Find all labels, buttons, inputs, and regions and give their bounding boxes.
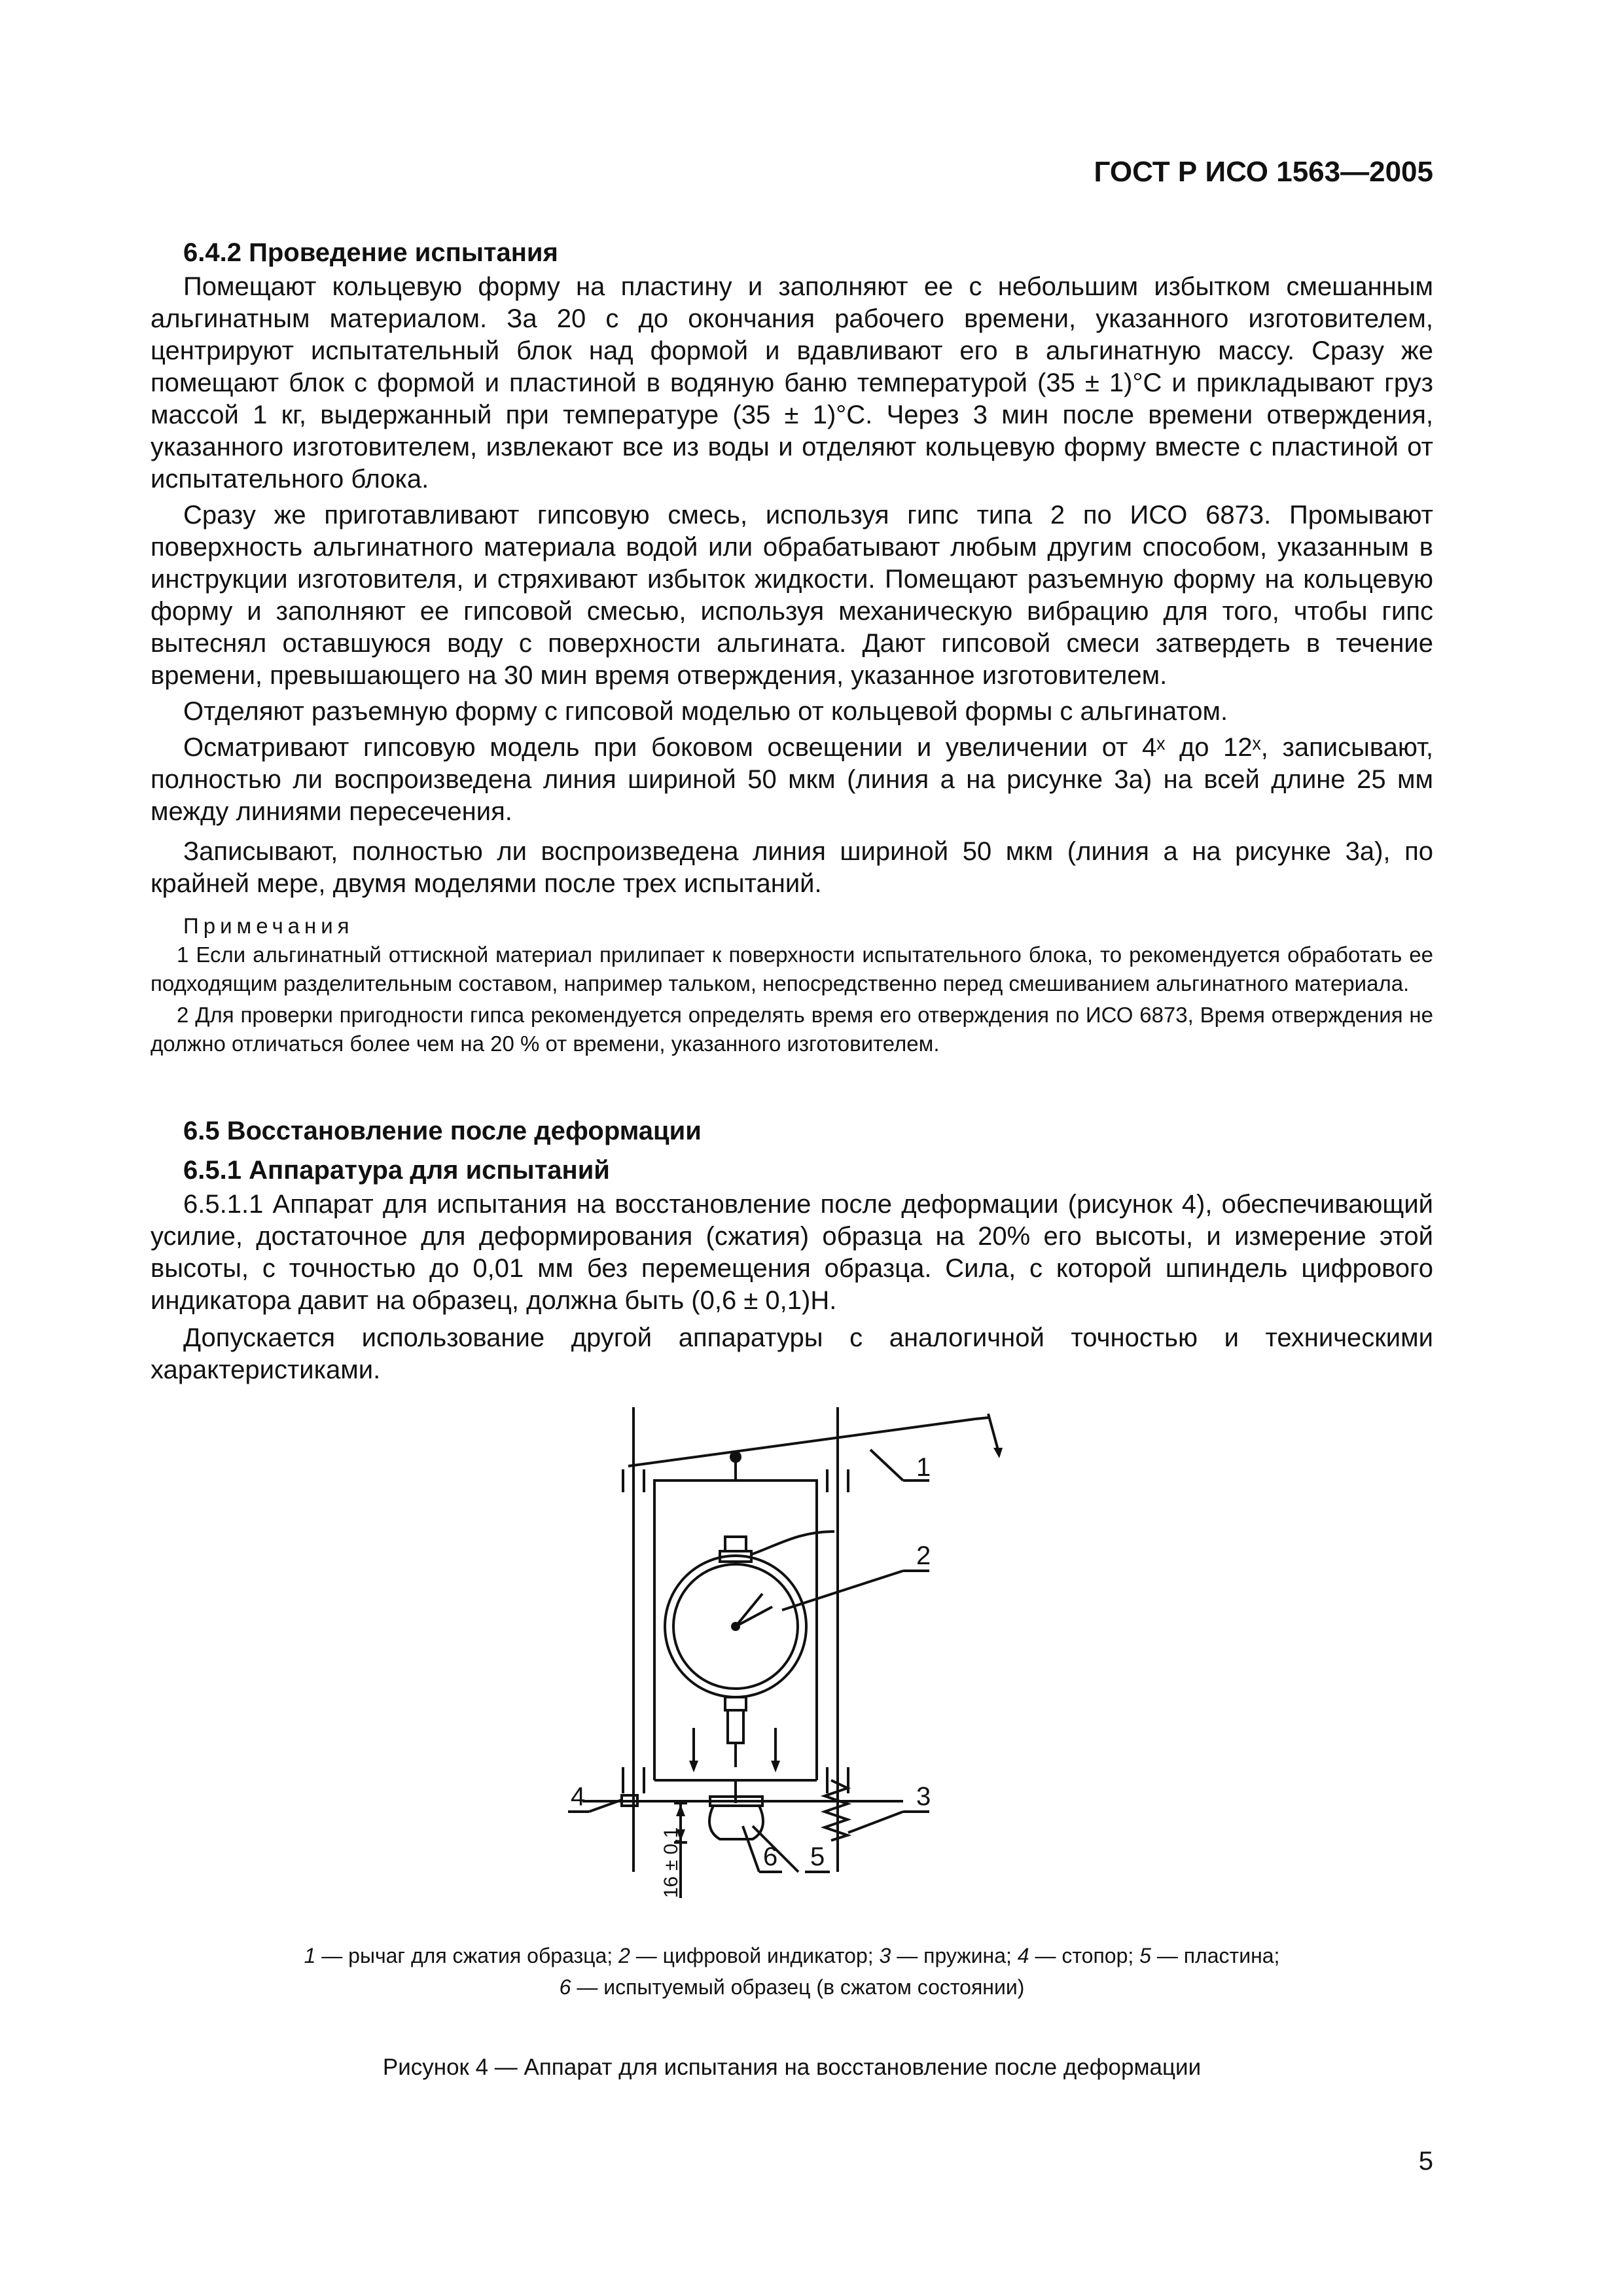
section-heading: 6.5 Восстановление после деформации <box>183 1117 702 1145</box>
callout-4: 4 <box>571 1782 586 1811</box>
paragraph: Отделяют разъемную форму с гипсовой моделью от кольцевой формы с альгинатом. <box>183 697 1228 726</box>
callout-1: 1 <box>916 1453 931 1482</box>
figure-callouts <box>571 1453 931 1871</box>
apparatus-marks <box>676 1448 1003 1841</box>
callout-3: 3 <box>916 1782 931 1811</box>
callout-5: 5 <box>810 1842 825 1871</box>
page-number: 5 <box>1418 2147 1433 2176</box>
document-header: ГОСТ Р ИСО 1563—2005 <box>1094 156 1433 188</box>
legend-line: 1 — рычаг для сжатия образца; 2 — цифровой индикатор; 3 — пружина; 4 — стопор; 5 — пластина; <box>304 1944 1280 1967</box>
callout-6: 6 <box>763 1842 778 1871</box>
paragraph: Сразу же приготавливают гипсовую смесь, используя гипс типа 2 по ИСО 6873. Промывают поверхность альгинатного материала водой или обрабатывают любым другим способом, указанным в инструкции изготовителя, и стряхивают избыток жидкости. Помещают разъемную форму на кольцевую форму и заполняют ее гипсовой смесью, используя механическую вибрацию для того, чтобы гипс вытеснял оставшуюся воду с поверхности альгината. Дают гипсовой смеси затвердеть в течение времени, превышающего на 30 мин время отверждения, указанное изготовителем. <box>151 501 1433 690</box>
subsection-heading: 6.5.1 Аппаратура для испытаний <box>183 1156 610 1185</box>
dimension-label: 16 ± 0,1 <box>660 1827 682 1898</box>
note-item: 1 Если альгинатный оттискной материал прилипает к поверхности испытательного блока, то рекомендуется обработать ее подходящим разделительным составом, например тальком, непосредственно перед смешиванием альгинатного материала. <box>151 942 1433 996</box>
figure-title: Рисунок 4 — Аппарат для испытания на восстановление после деформации <box>382 2054 1202 2080</box>
legend-line: 6 — испытуемый образец (в сжатом состоянии) <box>559 1975 1025 1999</box>
note-item: 2 Для проверки пригодности гипса рекомендуется определять время его отверждения по ИСО 6873, Время отверждения не должно отличаться более чем на 20 % от времени, указанного изготовителем. <box>151 1003 1433 1056</box>
figure-legend <box>151 1940 1433 2003</box>
paragraph: Записывают, полностью ли воспроизведена линия шириной 50 мкм (линия а на рисунке 3а), по крайней мере, двумя моделями после трех испытаний. <box>151 837 1433 898</box>
paragraph: 6.5.1.1 Аппарат для испытания на восстановление после деформации (рисунок 4), обеспечивающий усилие, достаточное для деформирования (сжатия) образца на 20% его высоты, и измерение этой высоты, с точностью до 0,01 мм без перемещения образца. Сила, с которой шпиндель цифрового индикатора давит на образец, должна быть (0,6 ± 0,1)Н. <box>151 1190 1433 1315</box>
apparatus-frame <box>568 1407 998 1898</box>
paragraph: Помещают кольцевую форму на пластину и заполняют ее с небольшим избытком смешанным альгинатным материалом. За 20 с до окончания рабочего времени, указанного изготовителем, центрируют испытательный блок над формой и вдавливают его в альгинатную массу. Сразу же помещают блок с формой и пластиной в водяную баню температурой (35 ± 1)°С и прикладывают груз массой 1 кг, выдержанный при температуре (35 ± 1)°С. Через 3 мин после времени отверждения, указанного изготовителем, извлекают все из воды и отделяют кольцевую форму вместе с пластиной от испытательного блока. <box>151 272 1433 493</box>
section-heading: 6.4.2 Проведение испытания <box>183 238 558 267</box>
notes-title: Примечания <box>183 914 354 938</box>
paragraph: Осматривают гипсовую модель при боковом освещении и увеличении от 4ˣ до 12ˣ, записывают, полностью ли воспроизведена линия шириной 50 мкм (линия а на рисунке 3а) на всей длине 25 мм между линиями пересечения. <box>151 733 1433 826</box>
paragraph: Допускается использование другой аппаратуры с аналогичной точностью и техническими характеристиками. <box>151 1323 1433 1384</box>
callout-2: 2 <box>916 1541 931 1570</box>
